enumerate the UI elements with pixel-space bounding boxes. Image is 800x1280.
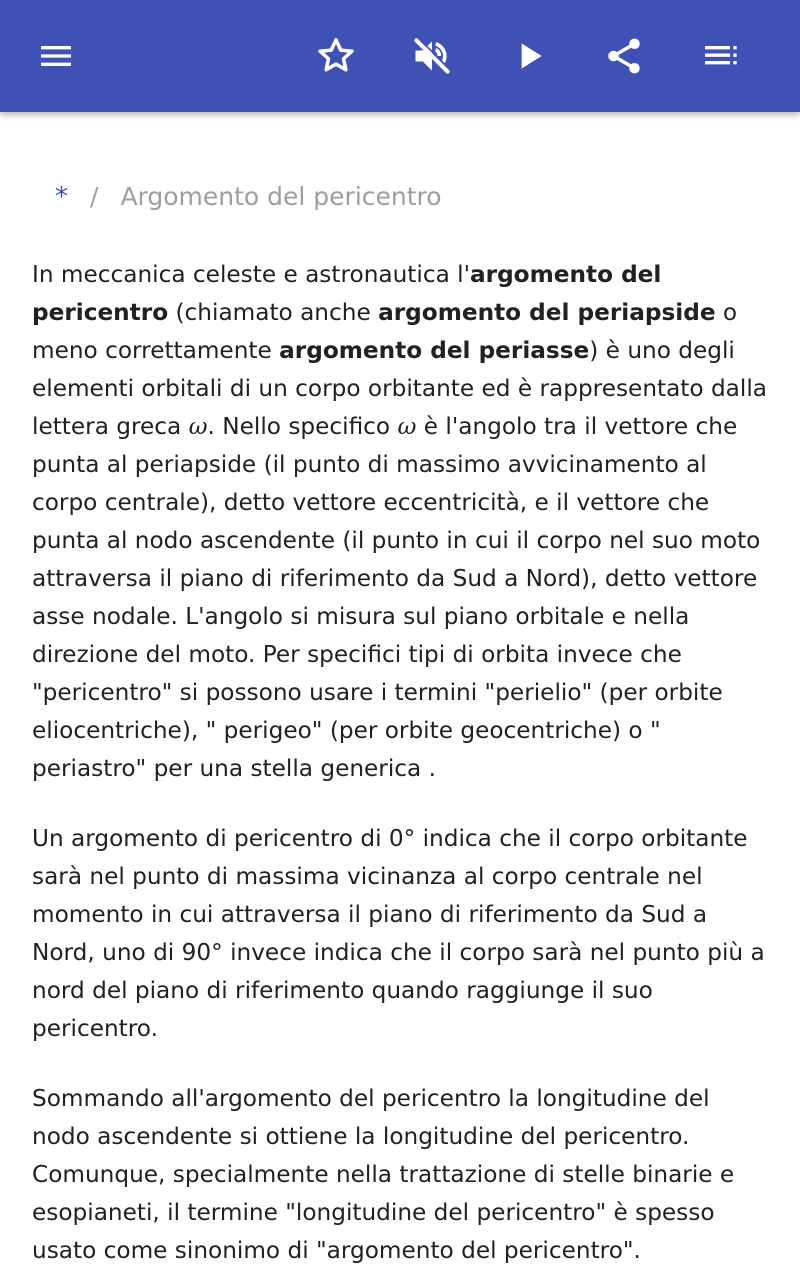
breadcrumb-separator: /	[90, 182, 99, 211]
text-run: (chiamato anche	[168, 299, 379, 326]
menu-icon	[36, 36, 76, 76]
menu-button[interactable]	[28, 28, 84, 84]
article-body	[32, 256, 772, 1280]
paragraph-2: Un argomento di pericentro di 0° indica che il corpo orbitante sarà nel punto di massima vicinanza al corpo centrale nel momento in cui attraversa il piano di riferimento da Sud a Nord, uno di 90° invece indica che il corpo sarà nel punto più a nord del piano di riferimento quando raggiunge il suo pericentro.	[32, 825, 765, 1042]
breadcrumb	[55, 182, 442, 212]
bold-term: argomento del periasse	[279, 337, 590, 364]
omega-symbol: ω	[188, 413, 208, 440]
contents-button[interactable]	[692, 28, 748, 84]
star-outline-icon	[314, 34, 358, 78]
text-run: è l'angolo tra il vettore che punta al periapside (il punto di massimo avvicinamento al corpo centrale), detto vettore eccentricità, e il vettore che punta al nodo ascendente (il punto in cui il corpo nel suo moto attraversa il piano di riferimento da Sud a Nord), detto vettore asse nodale. L'angolo si misura sul piano orbitale e nella direzione del moto. Per specifici tipi di orbita invece che "pericentro" si possono usare i termini "perielio" (per orbite eliocentriche), " perigeo" (per orbite geocentriche) o " periastro" per una stella generica .	[32, 413, 761, 782]
mute-button[interactable]	[404, 28, 460, 84]
paragraph-1	[32, 256, 772, 788]
share-icon	[603, 35, 645, 77]
paragraph-3: Sommando all'argomento del pericentro la longitudine del nodo ascendente si ottiene la longitudine del pericentro. Comunque, specialmente nella trattazione di stelle binarie e esopianeti, il termine "longitudine del pericentro" è spesso usato come sinonimo di "argomento del pericentro".	[32, 1085, 735, 1264]
play-button[interactable]	[502, 28, 558, 84]
text-run: . Nello specifico	[207, 413, 398, 440]
bold-term: argomento del pericentro	[32, 261, 662, 326]
breadcrumb-root-link[interactable]: *	[55, 182, 68, 212]
text-run: ) è uno degli elementi orbitali di un corpo orbitante ed è rappresentato dalla lettera greca	[32, 337, 767, 440]
breadcrumb-current: Argomento del pericentro	[120, 182, 442, 211]
text-run: o meno correttamente	[32, 299, 738, 364]
volume-off-icon	[410, 34, 454, 78]
app-toolbar	[0, 0, 800, 112]
bookmark-button[interactable]	[308, 28, 364, 84]
share-button[interactable]	[596, 28, 652, 84]
playlist-icon	[700, 36, 740, 76]
bold-term: argomento del periapside	[378, 299, 716, 326]
omega-symbol: ω	[397, 413, 417, 440]
text-run: In meccanica celeste e astronautica l'	[32, 261, 470, 288]
article-content	[0, 112, 800, 1280]
play-icon	[510, 36, 550, 76]
